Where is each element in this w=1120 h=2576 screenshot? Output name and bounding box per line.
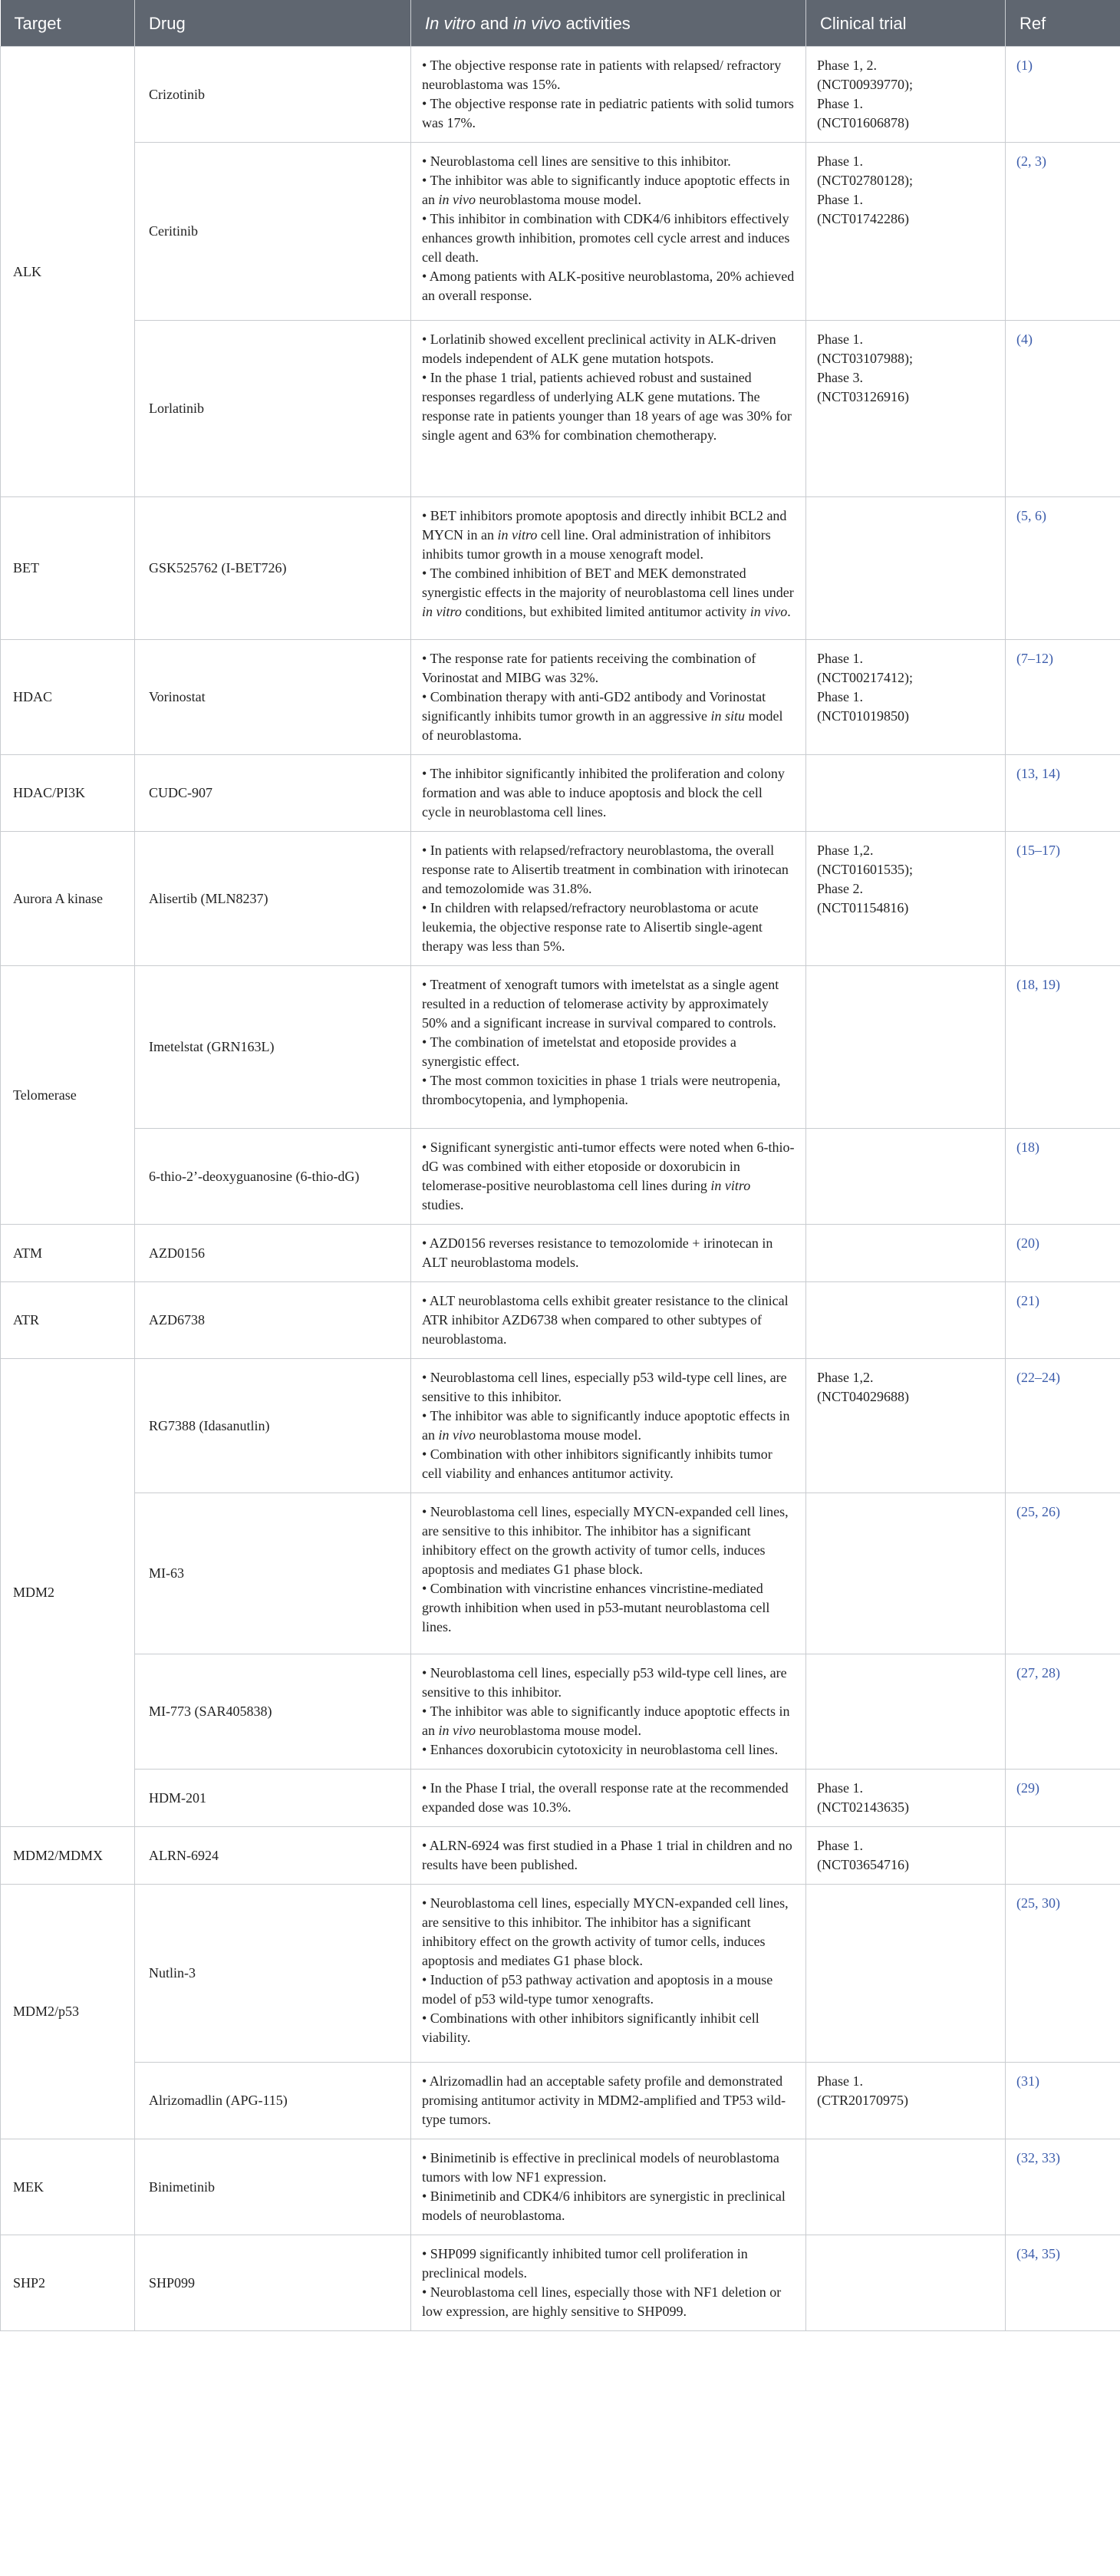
- activity-bullet: • SHP099 significantly inhibited tumor cell proliferation in preclinical models.: [422, 2246, 748, 2281]
- activity-bullet: • Combination therapy with anti-GD2 antibody and Vorinostat significantly inhibits tumor growth in an aggressive in situ model of neuroblastoma.: [422, 689, 783, 743]
- activity-bullet: • The inhibitor was able to significantly induce apoptotic effects in an in vivo neuroblastoma mouse model.: [422, 1704, 790, 1738]
- trial-line: (NCT02143635): [817, 1799, 909, 1815]
- activity-bullet: • In the Phase I trial, the overall response rate at the recommended expanded dose was 10.3%.: [422, 1780, 789, 1815]
- ref-cell: [1006, 143, 1120, 321]
- clinical-trial-cell: [806, 1827, 1006, 1885]
- activity-bullet: • This inhibitor in combination with CDK4/6 inhibitors effectively enhances growth inhibition, promotes cell cycle arrest and induces cell death.: [422, 211, 790, 265]
- trial-line: Phase 1.: [817, 192, 863, 207]
- ref-link[interactable]: (4): [1016, 331, 1033, 347]
- activity-bullet: • Combinations with other inhibitors significantly inhibit cell viability.: [422, 2010, 759, 2045]
- activity-bullet: • The inhibitor was able to significantly induce apoptotic effects in an in vivo neuroblastoma mouse model.: [422, 1408, 790, 1443]
- activities-cell: [411, 1770, 806, 1827]
- header-trial: Clinical trial: [806, 0, 1006, 47]
- activity-bullet: • Enhances doxorubicin cytotoxicity in neuroblastoma cell lines.: [422, 1742, 779, 1757]
- activity-bullet: • Neuroblastoma cell lines, especially p53 wild-type cell lines, are sensitive to this inhibitor.: [422, 1370, 787, 1404]
- header-ref: Ref: [1006, 0, 1120, 47]
- trial-line: (NCT01742286): [817, 211, 909, 226]
- drug-cell: Ceritinib: [135, 143, 411, 321]
- trial-line: (NCT01601535);: [817, 862, 913, 877]
- target-cell: SHP2: [1, 2235, 135, 2331]
- ref-link[interactable]: (32, 33): [1016, 2150, 1060, 2165]
- table-row: [1, 2139, 1120, 2235]
- activities-cell: [411, 1359, 806, 1493]
- trial-line: Phase 1,2.: [817, 1370, 874, 1385]
- activity-bullet: • In the phase 1 trial, patients achieved robust and sustained responses regardless of underlying ALK gene mutations. The response rate in patients younger than 18 years of age was 30% for single agent and 63% for combination chemotherapy.: [422, 370, 792, 443]
- activity-bullet: • The combined inhibition of BET and MEK demonstrated synergistic effects in the majority of neuroblastoma cell lines under in vitro conditions, but exhibited limited antitumor activity in vivo.: [422, 566, 794, 619]
- table-row: [1, 47, 1120, 143]
- clinical-trial-cell: [806, 321, 1006, 497]
- drug-cell: Alisertib (MLN8237): [135, 832, 411, 966]
- ref-link[interactable]: (5, 6): [1016, 508, 1046, 523]
- activity-bullet: • Neuroblastoma cell lines are sensitive to this inhibitor.: [422, 153, 731, 169]
- clinical-trial-cell: [806, 640, 1006, 755]
- target-cell: HDAC: [1, 640, 135, 755]
- activity-bullet: • Alrizomadlin had an acceptable safety profile and demonstrated promising antitumor activity in MDM2-amplified and TP53 wild-type tumors.: [422, 2073, 786, 2127]
- clinical-trial-cell: [806, 1885, 1006, 2063]
- drug-cell: AZD6738: [135, 1282, 411, 1359]
- clinical-trial-cell: [806, 143, 1006, 321]
- activities-cell: [411, 1282, 806, 1359]
- activity-bullet: • Lorlatinib showed excellent preclinical activity in ALK-driven models independent of ALK gene mutation hotspots.: [422, 331, 776, 366]
- activity-bullet: • Neuroblastoma cell lines, especially MYCN-expanded cell lines, are sensitive to this inhibitor. The inhibitor has a significant inhibitory effect on the growth activity of tumor cells, induces apoptosis and mediates G1 phase block.: [422, 1504, 789, 1577]
- drug-cell: MI-63: [135, 1493, 411, 1654]
- clinical-trial-cell: [806, 1129, 1006, 1225]
- drug-cell: Alrizomadlin (APG-115): [135, 2063, 411, 2139]
- target-cell: ATM: [1, 1225, 135, 1282]
- activities-cell: [411, 2235, 806, 2331]
- ref-cell: [1006, 2139, 1120, 2235]
- ref-cell: [1006, 1282, 1120, 1359]
- activity-bullet: • Neuroblastoma cell lines, especially p53 wild-type cell lines, are sensitive to this inhibitor.: [422, 1665, 787, 1700]
- trial-line: Phase 2.: [817, 881, 863, 896]
- trial-line: (NCT03126916): [817, 389, 909, 404]
- clinical-trial-cell: [806, 1359, 1006, 1493]
- activities-cell: [411, 2063, 806, 2139]
- activities-cell: [411, 966, 806, 1129]
- target-cell: ATR: [1, 1282, 135, 1359]
- clinical-trial-cell: [806, 1282, 1006, 1359]
- table-row: [1, 321, 1120, 497]
- clinical-trial-cell: [806, 832, 1006, 966]
- activity-bullet: • The response rate for patients receiving the combination of Vorinostat and MIBG was 32%.: [422, 651, 756, 685]
- ref-link[interactable]: (15–17): [1016, 843, 1060, 858]
- ref-link[interactable]: (25, 30): [1016, 1895, 1060, 1911]
- ref-link[interactable]: (1): [1016, 58, 1033, 73]
- activities-cell: [411, 143, 806, 321]
- ref-cell: [1006, 2235, 1120, 2331]
- clinical-trial-cell: [806, 1654, 1006, 1770]
- ref-cell: [1006, 1827, 1120, 1885]
- trial-line: (NCT01154816): [817, 900, 909, 915]
- drug-cell: ALRN-6924: [135, 1827, 411, 1885]
- activity-bullet: • AZD0156 reverses resistance to temozolomide + irinotecan in ALT neuroblastoma models.: [422, 1235, 773, 1270]
- table-header: [1, 0, 1120, 47]
- target-cell: MEK: [1, 2139, 135, 2235]
- target-cell: MDM2: [1, 1359, 135, 1827]
- table-body: [1, 47, 1120, 2331]
- clinical-trial-cell: [806, 1225, 1006, 1282]
- table-row: [1, 2063, 1120, 2139]
- ref-link[interactable]: (34, 35): [1016, 2246, 1060, 2261]
- activity-bullet: • BET inhibitors promote apoptosis and directly inhibit BCL2 and MYCN in an in vitro cell line. Oral administration of inhibitors inhibits tumor growth in a mouse xenograft model.: [422, 508, 787, 562]
- activity-bullet: • The most common toxicities in phase 1 trials were neutropenia, thrombocytopenia, and lymphopenia.: [422, 1073, 781, 1107]
- header-drug: Drug: [135, 0, 411, 47]
- drug-cell: HDM-201: [135, 1770, 411, 1827]
- trial-line: (NCT00939770);: [817, 77, 913, 92]
- header-activities: In vitro and in vivo activities: [411, 0, 806, 47]
- header-activities-italic-1: In vitro: [425, 13, 476, 33]
- activities-cell: [411, 47, 806, 143]
- table-row: [1, 1885, 1120, 2063]
- ref-cell: [1006, 1129, 1120, 1225]
- table-row: [1, 1654, 1120, 1770]
- activities-cell: [411, 640, 806, 755]
- trial-line: (NCT03107988);: [817, 351, 913, 366]
- ref-cell: [1006, 755, 1120, 832]
- table-row: [1, 2235, 1120, 2331]
- activity-bullet: • Neuroblastoma cell lines, especially those with NF1 deletion or low expression, are highly sensitive to SHP099.: [422, 2284, 782, 2319]
- ref-cell: [1006, 1493, 1120, 1654]
- ref-link[interactable]: (13, 14): [1016, 766, 1060, 781]
- ref-link[interactable]: (29): [1016, 1780, 1039, 1796]
- activities-cell: [411, 832, 806, 966]
- activity-bullet: • The objective response rate in pediatric patients with solid tumors was 17%.: [422, 96, 794, 130]
- activities-cell: [411, 1827, 806, 1885]
- ref-cell: [1006, 47, 1120, 143]
- activity-bullet: • Binimetinib is effective in preclinical models of neuroblastoma tumors with low NF1 expression.: [422, 2150, 779, 2185]
- ref-link[interactable]: (31): [1016, 2073, 1039, 2089]
- table-row: [1, 1770, 1120, 1827]
- ref-cell: [1006, 966, 1120, 1129]
- target-cell: Aurora A kinase: [1, 832, 135, 966]
- trial-line: (CTR20170975): [817, 2093, 908, 2108]
- trial-line: Phase 1.: [817, 1780, 863, 1796]
- trial-line: Phase 1.: [817, 1838, 863, 1853]
- table-row: [1, 1129, 1120, 1225]
- ref-link[interactable]: (22–24): [1016, 1370, 1060, 1385]
- drug-cell: MI-773 (SAR405838): [135, 1654, 411, 1770]
- trial-line: Phase 1.: [817, 153, 863, 169]
- activities-cell: [411, 1129, 806, 1225]
- clinical-trial-cell: [806, 2063, 1006, 2139]
- activity-bullet: • In children with relapsed/refractory neuroblastoma or acute leukemia, the objective response rate to Alisertib single-agent therapy was less than 5%.: [422, 900, 763, 954]
- drug-cell: Nutlin-3: [135, 1885, 411, 2063]
- ref-cell: [1006, 1885, 1120, 2063]
- trial-line: Phase 1,2.: [817, 843, 874, 858]
- drug-cell: Lorlatinib: [135, 321, 411, 497]
- trial-line: Phase 1, 2.: [817, 58, 877, 73]
- trial-line: Phase 1.: [817, 96, 863, 111]
- drug-cell: Crizotinib: [135, 47, 411, 143]
- header-activities-italic-2: in vivo: [512, 13, 562, 33]
- drug-cell: GSK525762 (I-BET726): [135, 497, 411, 640]
- ref-cell: [1006, 497, 1120, 640]
- ref-cell: [1006, 640, 1120, 755]
- ref-link[interactable]: (25, 26): [1016, 1504, 1060, 1519]
- table-row: [1, 832, 1120, 966]
- activity-bullet: • The inhibitor was able to significantly induce apoptotic effects in an in vivo neuroblastoma mouse model.: [422, 173, 790, 207]
- clinical-trial-cell: [806, 755, 1006, 832]
- activity-bullet: • Induction of p53 pathway activation and apoptosis in a mouse model of p53 wild-type tumor xenografts.: [422, 1972, 773, 2007]
- ref-link[interactable]: (20): [1016, 1235, 1039, 1251]
- drug-cell: CUDC-907: [135, 755, 411, 832]
- trial-line: (NCT01606878): [817, 115, 909, 130]
- activities-cell: [411, 497, 806, 640]
- table-row: [1, 1827, 1120, 1885]
- activity-bullet: • Treatment of xenograft tumors with imetelstat as a single agent resulted in a reduction of telomerase activity by approximately 50% and a significant increase in survival compared to controls.: [422, 977, 779, 1031]
- ref-cell: [1006, 1770, 1120, 1827]
- table-row: [1, 966, 1120, 1129]
- table-row: [1, 1225, 1120, 1282]
- clinical-trial-cell: [806, 1493, 1006, 1654]
- header-target: Target: [1, 0, 135, 47]
- activity-bullet: • Among patients with ALK-positive neuroblastoma, 20% achieved an overall response.: [422, 269, 795, 303]
- trial-line: (NCT03654716): [817, 1857, 909, 1872]
- activities-cell: [411, 1493, 806, 1654]
- activity-bullet: • The combination of imetelstat and etoposide provides a synergistic effect.: [422, 1034, 736, 1069]
- drug-cell: RG7388 (Idasanutlin): [135, 1359, 411, 1493]
- activity-bullet: • Combination with other inhibitors significantly inhibits tumor cell viability and enhances antitumor activity.: [422, 1446, 772, 1481]
- activities-cell: [411, 2139, 806, 2235]
- ref-link[interactable]: (2, 3): [1016, 153, 1046, 169]
- activities-cell: [411, 1654, 806, 1770]
- target-cell: ALK: [1, 47, 135, 497]
- target-cell: HDAC/PI3K: [1, 755, 135, 832]
- table-row: [1, 143, 1120, 321]
- activities-cell: [411, 1885, 806, 2063]
- table-row: [1, 1493, 1120, 1654]
- clinical-trial-cell: [806, 497, 1006, 640]
- target-cell: Telomerase: [1, 966, 135, 1225]
- trial-line: (NCT01019850): [817, 708, 909, 724]
- ref-cell: [1006, 2063, 1120, 2139]
- table-row: [1, 497, 1120, 640]
- trial-line: (NCT02780128);: [817, 173, 913, 188]
- ref-link[interactable]: (27, 28): [1016, 1665, 1060, 1681]
- activity-bullet: • Binimetinib and CDK4/6 inhibitors are synergistic in preclinical models of neuroblastoma.: [422, 2188, 786, 2223]
- activity-bullet: • Neuroblastoma cell lines, especially MYCN-expanded cell lines, are sensitive to this inhibitor. The inhibitor has a significant inhibitory effect on the growth activity of tumor cells, induces apoptosis and mediates G1 phase block.: [422, 1895, 789, 1968]
- trial-line: Phase 1.: [817, 2073, 863, 2089]
- table-row: [1, 1282, 1120, 1359]
- trial-line: (NCT04029688): [817, 1389, 909, 1404]
- table-row: [1, 640, 1120, 755]
- ref-cell: [1006, 1359, 1120, 1493]
- clinical-trial-cell: [806, 47, 1006, 143]
- activity-bullet: • Combination with vincristine enhances vincristine-mediated growth inhibition when used in p53-mutant neuroblastoma cell lines.: [422, 1581, 770, 1634]
- ref-link[interactable]: (7–12): [1016, 651, 1053, 666]
- trial-line: Phase 1.: [817, 331, 863, 347]
- activity-bullet: • Significant synergistic anti-tumor effects were noted when 6-thio-dG was combined with either etoposide or doxorubicin in telomerase-positive neuroblastoma cell lines during in vitro studies.: [422, 1140, 795, 1212]
- target-cell: MDM2/p53: [1, 1885, 135, 2139]
- trial-line: (NCT00217412);: [817, 670, 913, 685]
- clinical-trial-cell: [806, 2235, 1006, 2331]
- activities-cell: [411, 1225, 806, 1282]
- table-row: [1, 1359, 1120, 1493]
- drug-cell: 6-thio-2’-deoxyguanosine (6-thio-dG): [135, 1129, 411, 1225]
- drug-cell: AZD0156: [135, 1225, 411, 1282]
- ref-cell: [1006, 832, 1120, 966]
- target-cell: MDM2/MDMX: [1, 1827, 135, 1885]
- trial-line: Phase 3.: [817, 370, 863, 385]
- activities-cell: [411, 755, 806, 832]
- activity-bullet: • The objective response rate in patients with relapsed/ refractory neuroblastoma was 15%.: [422, 58, 782, 92]
- ref-link[interactable]: (18): [1016, 1140, 1039, 1155]
- table-row: [1, 755, 1120, 832]
- activity-bullet: • In patients with relapsed/refractory neuroblastoma, the overall response rate to Alisertib treatment in combination with irinotecan and temozolomide was 31.8%.: [422, 843, 789, 896]
- drug-cell: SHP099: [135, 2235, 411, 2331]
- clinical-trial-cell: [806, 966, 1006, 1129]
- ref-link[interactable]: (21): [1016, 1293, 1039, 1308]
- clinical-trial-cell: [806, 1770, 1006, 1827]
- trial-line: Phase 1.: [817, 651, 863, 666]
- clinical-trial-cell: [806, 2139, 1006, 2235]
- ref-link[interactable]: (18, 19): [1016, 977, 1060, 992]
- activities-cell: [411, 321, 806, 497]
- ref-cell: [1006, 1654, 1120, 1770]
- ref-cell: [1006, 321, 1120, 497]
- ref-cell: [1006, 1225, 1120, 1282]
- drug-cell: Binimetinib: [135, 2139, 411, 2235]
- target-cell: BET: [1, 497, 135, 640]
- activity-bullet: • ALT neuroblastoma cells exhibit greater resistance to the clinical ATR inhibitor AZD6738 when compared to other subtypes of neuroblastoma.: [422, 1293, 789, 1347]
- activity-bullet: • ALRN-6924 was first studied in a Phase 1 trial in children and no results have been published.: [422, 1838, 792, 1872]
- drug-cell: Imetelstat (GRN163L): [135, 966, 411, 1129]
- activity-bullet: • The inhibitor significantly inhibited the proliferation and colony formation and was able to induce apoptosis and block the cell cycle in neuroblastoma cell lines.: [422, 766, 785, 820]
- trial-line: Phase 1.: [817, 689, 863, 704]
- drug-cell: Vorinostat: [135, 640, 411, 755]
